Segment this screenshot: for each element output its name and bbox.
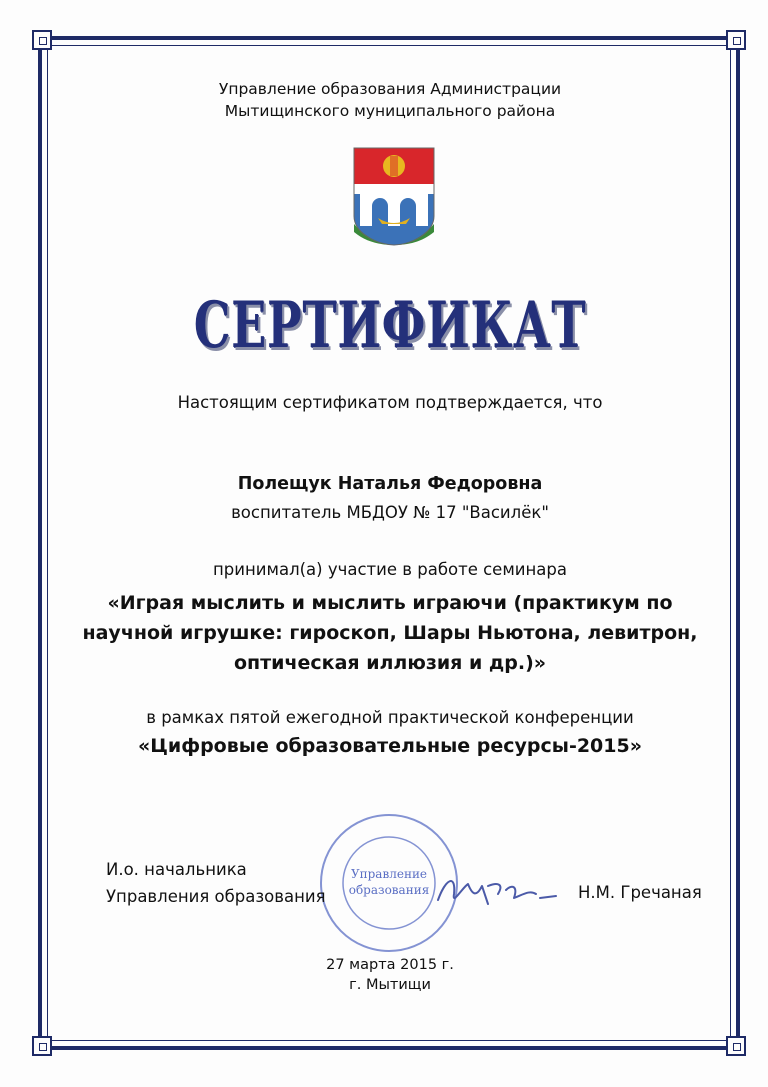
conference-intro: в рамках пятой ежегодной практической конференции — [146, 708, 634, 727]
signatory-role-line-1: И.о. начальника — [106, 860, 247, 879]
corner-ornament-top-right — [726, 30, 746, 50]
recipient-position: воспитатель МБДОУ № 17 "Василёк" — [231, 503, 549, 522]
seminar-title — [60, 588, 720, 678]
stamp-text-line-2: образования — [348, 883, 430, 897]
stamp-text-line-1: Управление — [350, 867, 428, 881]
participation-text: принимал(а) участие в работе семинара — [213, 560, 567, 579]
issue-date: 27 марта 2015 г. — [326, 957, 454, 973]
conference-name: «Цифровые образовательные ресурсы-2015» — [138, 735, 642, 757]
coat-of-arms-emblem — [352, 146, 436, 246]
issue-city: г. Мытищи — [349, 977, 431, 993]
corner-ornament-top-left — [32, 30, 52, 50]
seminar-title-line-3: оптическая иллюзия и др.)» — [233, 652, 547, 674]
recipient-name: Полещук Наталья Федоровна — [237, 474, 543, 494]
confirmation-text: Настоящим сертификатом подтверждается, что — [177, 393, 603, 412]
seminar-title-line-1: «Играя мыслить и мыслить играючи (практикум по — [107, 592, 673, 614]
corner-ornament-bottom-left — [32, 1036, 52, 1056]
seminar-title-line-2: научной игрушке: гироскоп, Шары Ньютона, левитрон, — [82, 622, 698, 644]
certificate-title: СЕРТИФИКАТ — [193, 288, 587, 363]
corner-ornament-bottom-right — [726, 1036, 746, 1056]
signatory-name: Н.М. Гречаная — [578, 883, 702, 902]
issuer-line-2: Мытищинского муниципального района — [224, 102, 556, 120]
issuer-line-1: Управление образования Администрации — [218, 80, 562, 98]
signatory-role-line-2: Управления образования — [106, 887, 326, 906]
signatory-role — [106, 856, 326, 910]
handwritten-signature — [432, 864, 562, 914]
